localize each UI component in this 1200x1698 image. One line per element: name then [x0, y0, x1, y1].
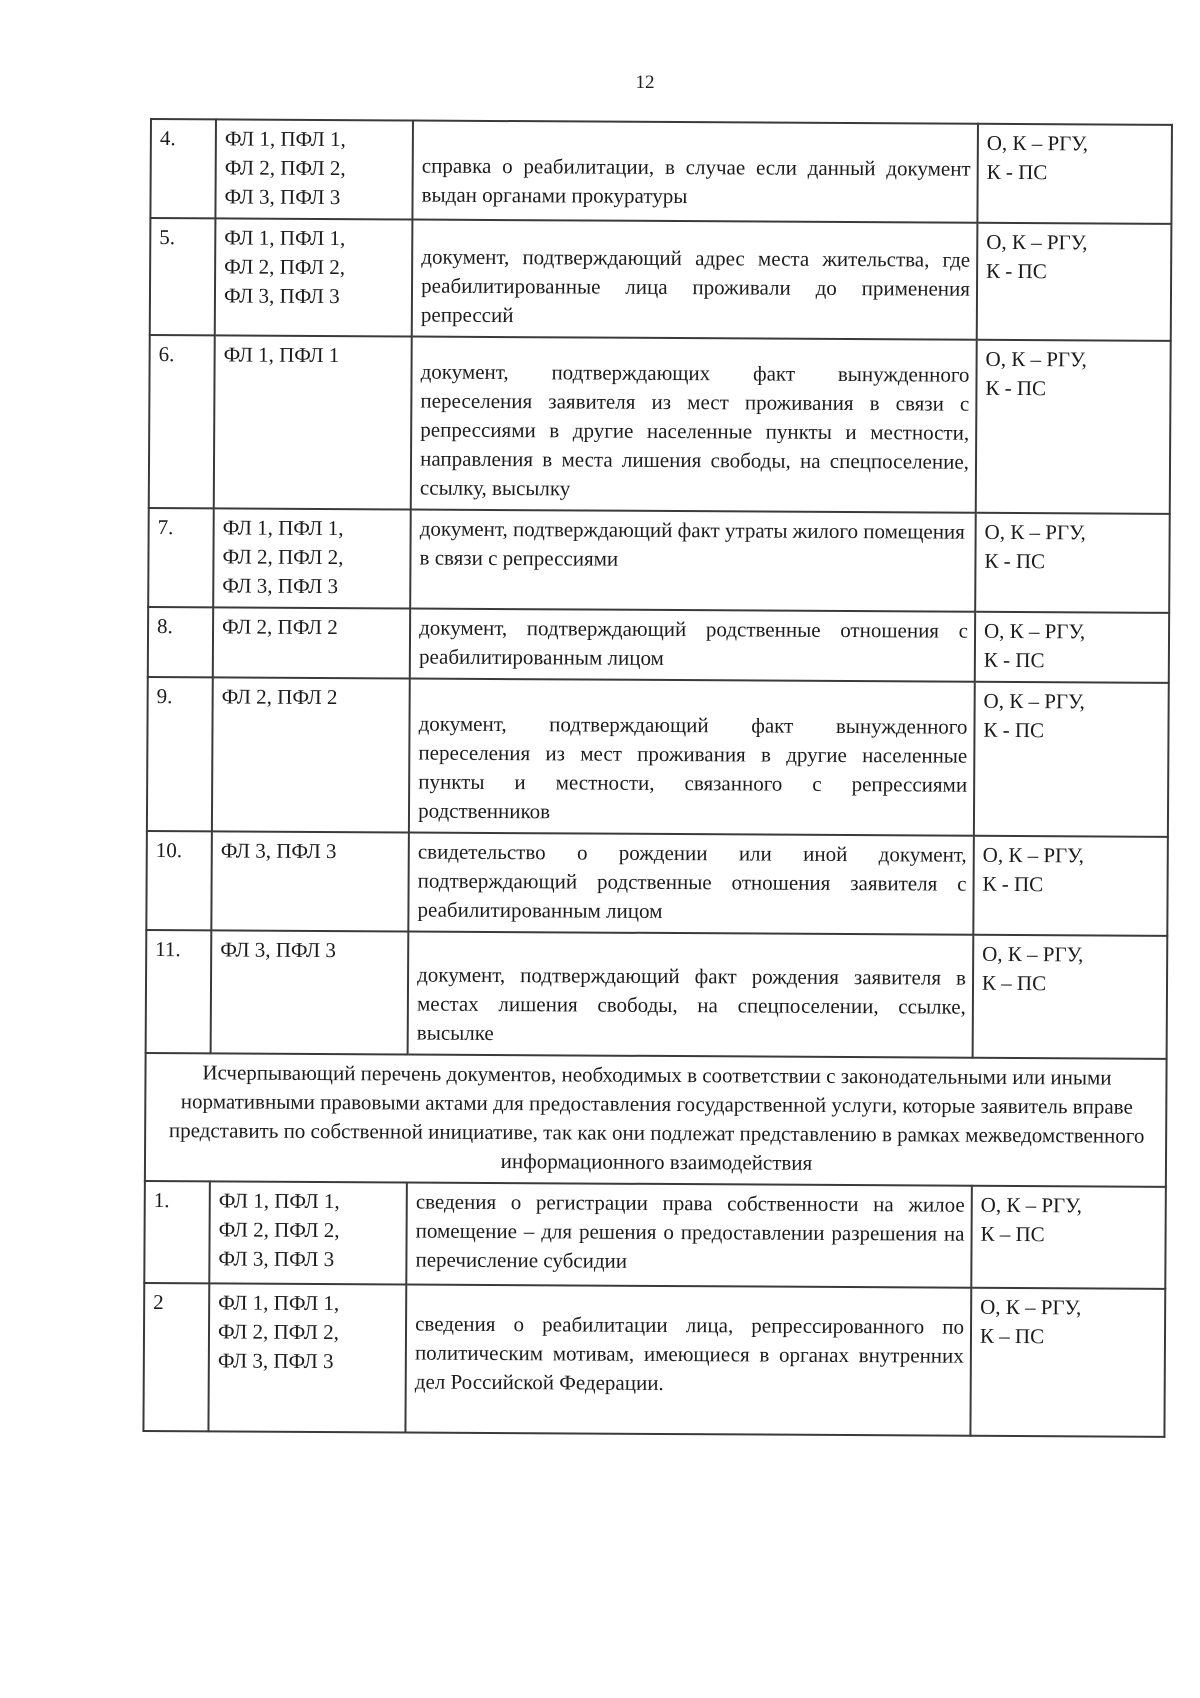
document-source — [974, 682, 1169, 837]
category-line: ФЛ 3, ПФЛ 3 — [218, 1246, 335, 1272]
table-row — [144, 1181, 1166, 1289]
document-source — [973, 935, 1168, 1059]
table-row — [148, 607, 1169, 683]
category-line: ФЛ 2, ПФЛ 2 — [222, 614, 338, 640]
document-source — [977, 223, 1172, 341]
source-line: О, К – РГУ, — [982, 941, 1084, 967]
document-description — [409, 679, 975, 836]
source-line: К – ПС — [981, 970, 1047, 996]
document-text: справка о реабилитации, в случае если данный документ выдан органами прокуратуры — [421, 153, 971, 209]
source-line: К - ПС — [985, 375, 1047, 401]
source-line: О, К – РГУ, — [982, 842, 1084, 868]
documents-table-part1 — [143, 119, 1172, 1437]
document-description — [411, 337, 977, 513]
document-text: сведения о реабилитации лица, репрессированного по политическим мотивам, имеющиеся в органах внутренних дел Российской Федерации. — [414, 1311, 965, 1395]
document-text: документ, подтверждающих факт вынужденного переселения заявителя из мест проживания в связи с репрессиями в другие населенные пункты и местности, направления в места лишения свободы, на спецпоселение, ссылку, высылку — [419, 359, 970, 501]
table-row — [143, 1283, 1165, 1437]
applicant-categories — [214, 335, 412, 509]
source-line: К – ПС — [980, 1221, 1045, 1247]
document-source — [977, 124, 1172, 224]
source-line: О, К – РГУ, — [986, 130, 1089, 156]
document-description — [412, 220, 978, 340]
category-line: ФЛ 1, ПФЛ 1, — [224, 126, 346, 152]
category-line: ФЛ 1, ПФЛ 1, — [218, 1290, 340, 1316]
table-row — [146, 831, 1168, 936]
applicant-categories — [212, 677, 410, 832]
row-number: 7. — [148, 508, 214, 607]
applicant-categories — [215, 218, 413, 336]
applicant-categories — [211, 930, 409, 1054]
category-line: ФЛ 2, ПФЛ 2 — [221, 684, 338, 710]
documents-table — [142, 118, 1173, 1438]
source-line: О, К – РГУ, — [985, 346, 1087, 372]
applicant-categories — [211, 831, 409, 931]
document-text: документ, подтверждающий факт рождения заявителя в местах лишения свободы, на спецпоселении, ссылке, высылке — [416, 962, 967, 1045]
category-line: ФЛ 1, ПФЛ 1 — [223, 342, 340, 368]
category-line: ФЛ 1, ПФЛ 1, — [222, 515, 344, 541]
source-line: К - ПС — [982, 871, 1044, 897]
page-number: 12 — [635, 72, 655, 93]
applicant-categories — [209, 1181, 407, 1284]
document-description — [410, 510, 975, 612]
category-line: ФЛ 3, ПФЛ 3 — [222, 573, 339, 599]
document-description — [413, 121, 978, 223]
row-number: 11. — [146, 930, 212, 1053]
row-number: 1. — [144, 1181, 210, 1283]
source-line: О, К – РГУ, — [980, 1294, 1082, 1320]
source-line: К - ПС — [986, 258, 1047, 284]
category-line: ФЛ 1, ПФЛ 1, — [224, 225, 346, 251]
category-line: ФЛ 1, ПФЛ 1, — [218, 1188, 340, 1214]
category-line: ФЛ 3, ПФЛ 3 — [220, 937, 336, 963]
table-row — [150, 119, 1172, 224]
source-line: К - ПС — [983, 647, 1045, 673]
document-text: документ, подтверждающий факт утраты жилого помещения в связи с репрессиями — [419, 516, 965, 571]
document-text: документ, подтверждающий факт вынужденного переселения из мест проживания в другие населенные пункты и местности, связанного с репрессиями родственников — [418, 711, 968, 824]
applicant-categories — [213, 508, 411, 608]
table-row — [147, 677, 1169, 837]
source-line: К - ПС — [983, 717, 1045, 743]
row-number: 2 — [143, 1283, 209, 1431]
document-source — [973, 836, 1168, 936]
category-line: ФЛ 2, ПФЛ 2, — [224, 254, 346, 280]
category-line: ФЛ 2, ПФЛ 2, — [222, 544, 344, 570]
table-row — [150, 218, 1172, 341]
document-source — [976, 340, 1171, 514]
section-header: Исчерпывающий перечень документов, необходимых в соответствии с законодательными или иными нормативными правовыми актами для предоставления государственной услуги, которые заявитель вправе представить по собственной инициативе, так как они подлежат представлению в рамках межведомственного информационного взаимодействия — [145, 1053, 1167, 1187]
source-line: О, К – РГУ, — [983, 688, 1085, 714]
source-line: О, К – РГУ, — [986, 229, 1088, 255]
table-row — [148, 508, 1170, 613]
category-line: ФЛ 2, ПФЛ 2, — [218, 1217, 340, 1243]
source-line: О, К – РГУ, — [980, 1192, 1082, 1218]
row-number: 6. — [149, 335, 215, 508]
applicant-categories — [213, 607, 410, 678]
source-line: О, К – РГУ, — [984, 519, 1086, 545]
document-description — [408, 932, 974, 1058]
row-number: 10. — [146, 831, 212, 930]
source-line: О, К – РГУ, — [983, 618, 1086, 644]
row-number: 4. — [150, 119, 216, 218]
category-line: ФЛ 3, ПФЛ 3 — [223, 283, 340, 309]
document-description — [406, 1182, 971, 1287]
document-source — [975, 513, 1170, 613]
category-line: ФЛ 2, ПФЛ 2, — [217, 1319, 340, 1345]
category-line: ФЛ 2, ПФЛ 2, — [224, 155, 346, 181]
document-text: документ, подтверждающий родственные отношения с реабилитированным лицом — [418, 615, 969, 670]
section-header-row — [145, 1053, 1167, 1187]
source-line: К - ПС — [984, 548, 1046, 574]
category-line: ФЛ 3, ПФЛ 3 — [224, 184, 341, 210]
table-row — [146, 930, 1168, 1059]
source-line: К – ПС — [979, 1323, 1045, 1349]
row-number: 9. — [147, 677, 213, 831]
document-source — [975, 612, 1169, 683]
category-line: ФЛ 3, ПФЛ 3 — [217, 1348, 334, 1374]
document-source — [970, 1288, 1165, 1437]
document-description — [410, 609, 975, 682]
document-text: сведения о регистрации права собственности на жилое помещение – для решения о предоставлении разрешения на перечисление субсидии — [415, 1189, 965, 1273]
row-number: 5. — [150, 218, 216, 335]
row-number: 8. — [148, 607, 213, 677]
document-description — [408, 833, 973, 935]
applicant-categories — [215, 119, 413, 219]
source-line: К - ПС — [986, 159, 1048, 185]
applicant-categories — [208, 1283, 406, 1432]
document-text: документ, подтверждающий адрес места жительства, где реабилитированные лица проживали до применения репрессий — [420, 244, 971, 328]
document-description — [406, 1284, 972, 1435]
category-line: ФЛ 3, ПФЛ 3 — [220, 838, 337, 864]
table-row — [149, 335, 1171, 514]
document-source — [971, 1186, 1166, 1289]
document-text: свидетельство о рождении или иной документ, подтверждающий родственные отношения заявителя с реабилитированным лицом — [417, 839, 967, 923]
